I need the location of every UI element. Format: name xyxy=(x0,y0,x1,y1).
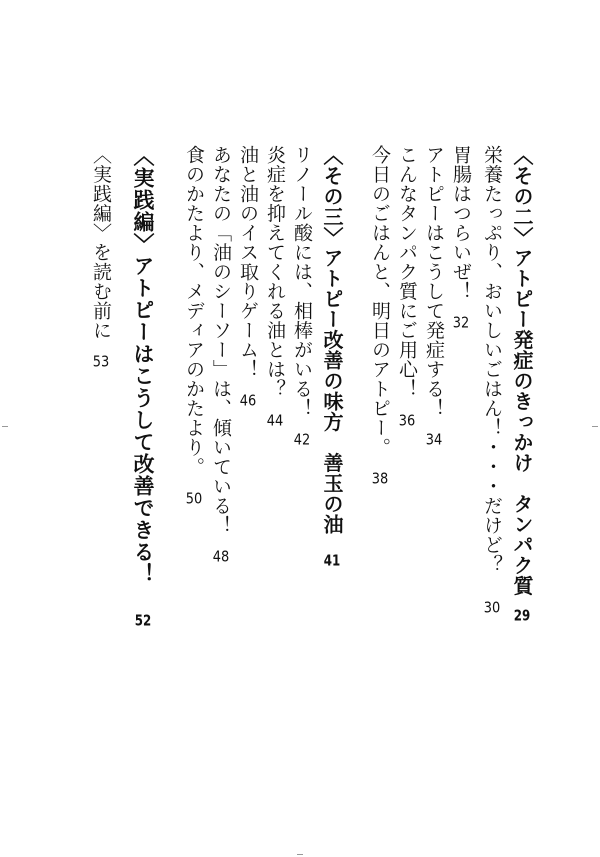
toc-entry xyxy=(369,145,391,486)
page-number: 36 xyxy=(398,412,416,428)
page-number: 46 xyxy=(239,393,257,408)
toc-entry-text: 栄養たっぷり、おいしいごはん！・・・だけど？ xyxy=(481,145,503,574)
toc-entry-text: 〈実践編〉を読む前に xyxy=(90,145,112,340)
toc-entry-page-wrap xyxy=(481,600,503,615)
crop-mark-left xyxy=(2,426,8,427)
toc-entry-text: 今日のごはんと、明日のアトピー。 xyxy=(369,145,391,457)
toc-entry xyxy=(210,145,232,564)
toc-entry-text: こんなタンパク質にご用心！ xyxy=(396,145,418,399)
page-number: 52 xyxy=(134,613,152,628)
toc-entry-text: 胃腸はつらいぜ！ xyxy=(450,145,472,301)
page-number: 30 xyxy=(483,600,501,615)
toc-heading-part2 xyxy=(511,145,533,623)
toc-heading-part3 xyxy=(321,145,343,568)
toc-entry-text: 油と油のイス取りゲーム！ xyxy=(237,145,259,379)
toc-heading-text: 〈その三〉アトピー改善の味方 善玉の油 xyxy=(320,145,344,535)
toc-entry xyxy=(450,145,472,330)
toc-entry xyxy=(423,145,445,447)
toc-heading-practice xyxy=(132,145,154,628)
page-number: 50 xyxy=(185,490,203,506)
page-number: 44 xyxy=(266,412,284,428)
toc-entry-text: 食のかたより、メディアのかたより。 xyxy=(183,145,205,477)
crop-mark-right xyxy=(592,426,598,427)
toc-entry xyxy=(264,145,286,428)
toc-entry xyxy=(396,145,418,428)
page-number: 53 xyxy=(92,354,110,369)
toc-entry-text: リノール酸には、相棒がいる！ xyxy=(291,145,313,418)
toc-entry xyxy=(90,145,112,369)
page-number: 42 xyxy=(293,432,311,447)
toc-entry-text: 炎症を抑えてくれる油とは？ xyxy=(264,145,286,399)
toc-entry xyxy=(481,145,503,574)
page-number: 41 xyxy=(323,552,341,568)
toc-heading-text: 〈実践編〉アトピーはこうして改善できる！ xyxy=(131,145,155,585)
toc-heading-text: 〈その二〉アトピー発症のきっかけ タンパク質 xyxy=(510,145,534,596)
page-number: 29 xyxy=(513,608,531,623)
toc-entry xyxy=(237,145,259,408)
page-number: 38 xyxy=(371,471,389,486)
toc-entry-text: アトピーはこうして発症する！ xyxy=(423,145,445,418)
page-number: 34 xyxy=(425,432,443,447)
crop-mark-bottom xyxy=(297,854,303,855)
page-number: 48 xyxy=(212,549,230,564)
toc-entry xyxy=(183,145,205,506)
page-number: 32 xyxy=(452,315,470,330)
toc-entry-text: あなたの「油のシーソー」は、傾いている！ xyxy=(210,145,232,535)
toc-entry xyxy=(291,145,313,447)
